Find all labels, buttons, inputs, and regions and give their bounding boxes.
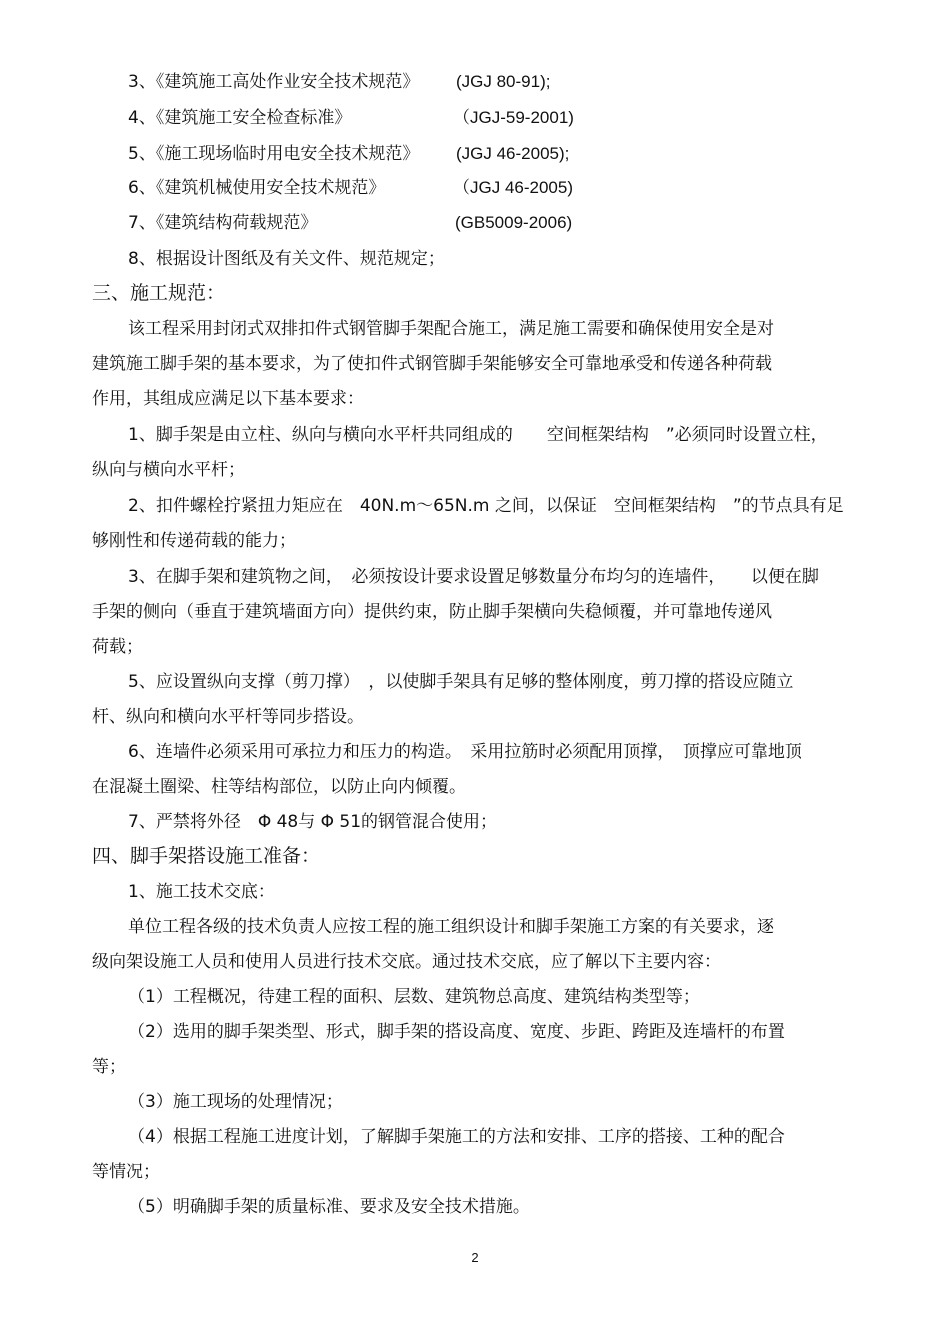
sec4-point-2-line-1: （2）选用的脚手架类型、形式，脚手架的搭设高度、宽度、步距、跨距及连墙杆的布置 — [128, 1022, 785, 1042]
sec4-intro-line-1: 单位工程各级的技术负责人应按工程的施工组织设计和脚手架施工方案的有关要求，逐 — [128, 917, 774, 937]
sec3-item-3-line-1: 3、在脚手架和建筑物之间， 必须按设计要求设置足够数量分布均匀的连墙件， 以便在脚 — [128, 567, 819, 587]
ref-code-3: (JGJ 80-91); — [456, 72, 551, 91]
sec4-intro-line-2: 级向架设施工人员和使用人员进行技术交底。通过技术交底，应了解以下主要内容： — [92, 952, 721, 972]
sec3-item-3-line-2: 手架的侧向（垂直于建筑墙面方向）提供约束，防止脚手架横向失稳倾覆，并可靠地传递风 — [92, 602, 772, 622]
section-3-heading: 三、施工规范： — [92, 282, 226, 304]
sec3-intro-line-2: 建筑施工脚手架的基本要求，为了使扣件式钢管脚手架能够安全可靠地承受和传递各种荷载 — [92, 354, 772, 374]
sec4-point-2-line-2: 等； — [92, 1057, 126, 1077]
ref-code-4: （JGJ-59-2001) — [453, 108, 574, 127]
sec3-item-2-line-1: 2、扣件螺栓拧紧扭力矩应在 40N.m～65N.m 之间，以保证 空间框架结构 ”的节点具有足 — [128, 496, 844, 516]
sec3-intro-line-3: 作用，其组成应满足以下基本要求： — [92, 389, 364, 409]
ref-title-5: 5、《施工现场临时用电安全技术规范》 — [128, 144, 420, 164]
ref-item-8: 8、根据设计图纸及有关文件、规范规定； — [128, 249, 445, 269]
section-4-heading: 四、脚手架搭设施工准备： — [92, 845, 321, 867]
sec3-item-5-line-1: 5、应设置纵向支撑（剪刀撑） ，以使脚手架具有足够的整体刚度，剪刀撑的搭设应随立 — [128, 672, 794, 692]
sec3-item-5-line-2: 杆、纵向和横向水平杆等同步搭设。 — [92, 707, 364, 727]
ref-code-5: (JGJ 46-2005); — [456, 144, 570, 163]
sec3-item-1-line-2: 纵向与横向水平杆； — [92, 460, 245, 480]
sec4-point-3: （3）施工现场的处理情况； — [128, 1092, 343, 1112]
ref-title-3: 3、《建筑施工高处作业安全技术规范》 — [128, 72, 420, 92]
sec4-subheading-1: 1、施工技术交底： — [128, 882, 275, 902]
sec3-item-7: 7、严禁将外径 Φ 48与 Φ 51的钢管混合使用； — [128, 812, 498, 832]
sec4-point-4-line-1: （4）根据工程施工进度计划，了解脚手架施工的方法和安排、工序的搭接、工种的配合 — [128, 1127, 785, 1147]
ref-title-6: 6、《建筑机械使用安全技术规范》 — [128, 178, 386, 198]
sec3-item-1-line-1: 1、脚手架是由立柱、纵向与横向水平杆共同组成的 空间框架结构 ”必须同时设置立柱， — [128, 425, 828, 445]
ref-code-7: (GB5009-2006) — [455, 213, 573, 232]
sec3-item-6-line-2: 在混凝土圈梁、柱等结构部位，以防止向内倾覆。 — [92, 777, 466, 797]
sec3-intro-line-1: 该工程采用封闭式双排扣件式钢管脚手架配合施工，满足施工需要和确保使用安全是对 — [128, 319, 774, 339]
sec4-point-4-line-2: 等情况； — [92, 1162, 160, 1182]
sec3-item-6-line-1: 6、连墙件必须采用可承拉力和压力的构造。 采用拉筋时必须配用顶撑， 顶撑应可靠地顶 — [128, 742, 802, 762]
ref-code-6: （JGJ 46-2005) — [453, 178, 573, 197]
sec4-point-5: （5）明确脚手架的质量标准、要求及安全技术措施。 — [128, 1197, 530, 1217]
page-number: 2 — [471, 1250, 479, 1265]
sec3-item-3-line-3: 荷载； — [92, 637, 143, 657]
sec4-point-1: （1）工程概况，待建工程的面积、层数、建筑物总高度、建筑结构类型等； — [128, 987, 700, 1007]
sec3-item-2-line-2: 够刚性和传递荷载的能力； — [92, 531, 296, 551]
ref-title-7: 7、《建筑结构荷载规范》 — [128, 213, 318, 233]
ref-title-4: 4、《建筑施工安全检查标准》 — [128, 108, 352, 128]
